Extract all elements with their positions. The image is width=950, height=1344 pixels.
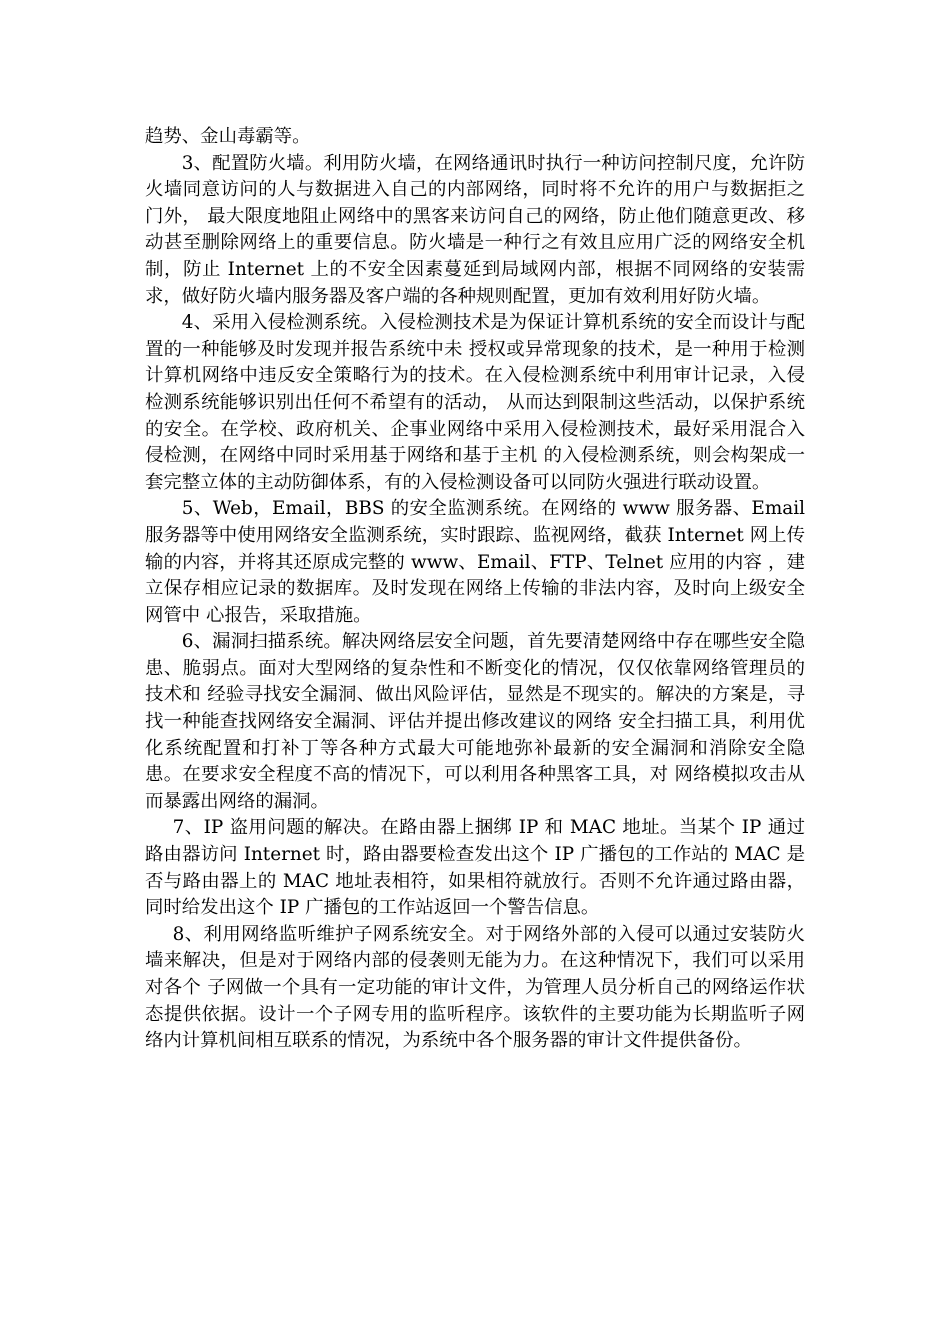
document-page (145, 124, 805, 1055)
paragraph-vulnerability-scanning: 6、漏洞扫描系统。解决网络层安全问题，首先要清楚网络中存在哪些安全隐患、脆弱点。面对大型网络的复杂性和不断变化的情况，仅仅依靠网络管理员的技术和 经验寻找安全漏洞、做出风险评估，显然是不现实的。解决的方案是，寻找一种能查找网络安全漏洞、评估并提出修改建议的网络 安全扫描工具，利用优化系统配置和打补丁等各种方式最大可能地弥补最新的安全漏洞和消除安全隐患。在要求安全程度不高的情况下，可以利用各种黑客工具，对 网络模拟攻击从而暴露出网络的漏洞。 (145, 631, 805, 812)
paragraph-network-monitoring: 8、利用网络监听维护子网系统安全。对于网络外部的入侵可以通过安装防火墙来解决，但是对于网络内部的侵袭则无能为力。在这种情况下，我们可以采用对各个 子网做一个具有一定功能的审计文件，为管理人员分析自己的网络运作状态提供依据。设计一个子网专用的监听程序。该软件的主要功能为长期监听子网络内计算机间相互联系的情况，为系统中各个服务器的审计文件提供备份。 (145, 923, 805, 1052)
paragraph-firewall: 3、配置防火墙。利用防火墙，在网络通讯时执行一种访问控制尺度，允许防火墙同意访问的人与数据进入自己的内部网络，同时将不允许的用户与数据拒之门外， 最大限度地阻止网络中的黑客来访问自己的网络，防止他们随意更改、移动甚至删除网络上的重要信息。防火墙是一种行之有效且应用广泛的网络安全机制，防止 Internet 上的不安全因素蔓延到局域网内部，根据不同网络的安装需求，做好防火墙内服务器及客户端的各种规则配置，更加有效利用好防火墙。 (145, 152, 805, 307)
paragraph-web-email-bbs-monitoring: 5、Web，Email，BBS 的安全监测系统。在网络的 www 服务器、Email 服务器等中使用网络安全监测系统，实时跟踪、监视网络，截获 Internet 网上传输的内容，并将其还原成完整的 www、Email、FTP、Telnet 应用的内容 ，建立保存相应记录的数据库。及时发现在网络上传输的非法内容，及时向上级安全网管中 心报告，采取措施。 (145, 498, 805, 626)
paragraph-intrusion-detection: 4、采用入侵检测系统。入侵检测技术是为保证计算机系统的安全而设计与配置的一种能够及时发现并报告系统中未 授权或异常现象的技术，是一种用于检测计算机网络中违反安全策略行为的技术。在入侵检测系统中利用审计记录，入侵检测系统能够识别出任何不希望有的活动， 从而达到限制这些活动，以保护系统的安全。在学校、政府机关、企事业网络中采用入侵检测技术，最好采用混合入侵检测，在网络中同时采用基于网络和基于主机 的入侵检测系统，则会构架成一套完整立体的主动防御体系，有的入侵检测设备可以同防火强进行联动设置。 (145, 312, 805, 493)
paragraph-continuation: 趋势、金山毒霸等。 (145, 126, 311, 147)
paragraph-ip-theft: 7、IP 盗用问题的解决。在路由器上捆绑 IP 和 MAC 地址。当某个 IP 通过路由器访问 Internet 时，路由器要检查发出这个 IP 广播包的工作站的 MAC 是否与路由器上的 MAC 地址表相符，如果相符就放行。否则不允许通过路由器，同时给发出这个 IP 广播包的工作站返回一个警告信息。 (145, 817, 805, 919)
